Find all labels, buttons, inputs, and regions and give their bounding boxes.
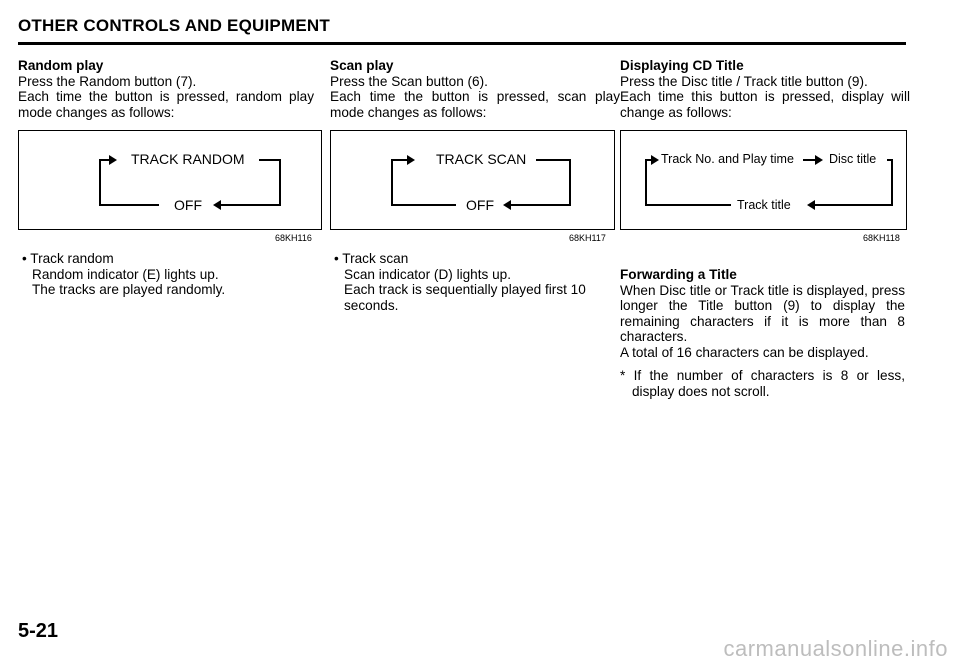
right-arrow-icon: [803, 153, 827, 167]
flow-line-top-right: [536, 159, 571, 161]
random-play-heading: Random play: [18, 58, 104, 73]
forwarding-title-total: A total of 16 characters can be displayed.: [620, 344, 869, 360]
figure-code-random: 68KH116: [275, 233, 312, 243]
scan-play-heading: Scan play: [330, 58, 394, 73]
bullet-line: Random indicator (E) lights up.: [32, 266, 219, 282]
forwarding-title-heading: Forwarding a Title: [620, 267, 737, 282]
cd-title-line-2: Each time this button is pressed, display will change as follows:: [620, 89, 910, 120]
figure-code-scan: 68KH117: [569, 233, 606, 243]
cd-title-section: [620, 58, 910, 120]
flow-label-disc-title: Disc title: [829, 152, 877, 166]
flow-line-right: [891, 159, 893, 205]
random-play-line-2: Each time the button is pressed, random play mode changes as follows:: [18, 89, 314, 120]
flow-line-bottom-right: [523, 204, 571, 206]
forwarding-title-note: * If the number of characters is 8 or less, display does not scroll.: [620, 368, 905, 399]
random-play-figure: [18, 130, 322, 230]
track-random-bullet: [22, 251, 322, 298]
cd-title-line-1: Press the Disc title / Track title button (9).: [620, 73, 868, 89]
flow-line-bottom-left: [391, 204, 456, 206]
forwarding-title-body: When Disc title or Track title is displayed, press longer the Title button (9) to display the remaining characters if it is more than 8 characters.: [620, 282, 905, 344]
flow-line-bottom-right: [827, 204, 893, 206]
bullet-line: The tracks are played randomly.: [32, 282, 226, 297]
random-play-section: [18, 58, 314, 120]
flow-line-right: [569, 159, 571, 205]
flow-label-track-scan: TRACK SCAN: [436, 151, 527, 167]
flow-line-right: [279, 159, 281, 205]
random-play-line-1: Press the Random button (7).: [18, 73, 197, 89]
left-arrow-icon: [213, 198, 237, 212]
cd-title-heading: Displaying CD Title: [620, 58, 744, 73]
scan-play-figure: [330, 130, 615, 230]
bullet-title: • Track scan: [334, 251, 409, 266]
flow-line-bottom-right: [234, 204, 281, 206]
flow-label-off: OFF: [466, 197, 494, 213]
scan-play-line-2: Each time the button is pressed, scan play mode changes as follows:: [330, 89, 620, 120]
scan-play-section: [330, 58, 620, 120]
page-section-title: OTHER CONTROLS AND EQUIPMENT: [18, 16, 330, 35]
flow-label-off: OFF: [174, 197, 202, 213]
track-scan-bullet: [334, 251, 619, 313]
left-arrow-icon: [807, 198, 831, 212]
bullet-line: Scan indicator (D) lights up.: [344, 266, 511, 282]
scan-play-line-1: Press the Scan button (6).: [330, 73, 488, 89]
left-arrow-icon: [503, 198, 527, 212]
flow-label-track-random: TRACK RANDOM: [131, 151, 245, 167]
bullet-line: Each track is sequentially played first 10 seconds.: [344, 282, 586, 313]
figure-code-cd-title: 68KH118: [863, 233, 900, 243]
flow-label-track-no-play-time: Track No. and Play time: [661, 152, 794, 166]
page-number: 5-21: [18, 620, 59, 642]
flow-line-top-right: [259, 159, 281, 161]
bullet-title: • Track random: [22, 251, 114, 266]
flow-line-bottom-left: [99, 204, 159, 206]
watermark: carmanualsonline.info: [723, 636, 948, 661]
right-arrow-icon: [391, 153, 419, 167]
cd-title-figure: [620, 130, 907, 230]
forwarding-title-section: [620, 267, 905, 399]
right-arrow-icon: [645, 153, 661, 167]
header-rule: [18, 42, 906, 45]
flow-label-track-title: Track title: [737, 198, 791, 212]
right-arrow-icon: [99, 153, 119, 167]
flow-line-bottom-left: [645, 204, 731, 206]
